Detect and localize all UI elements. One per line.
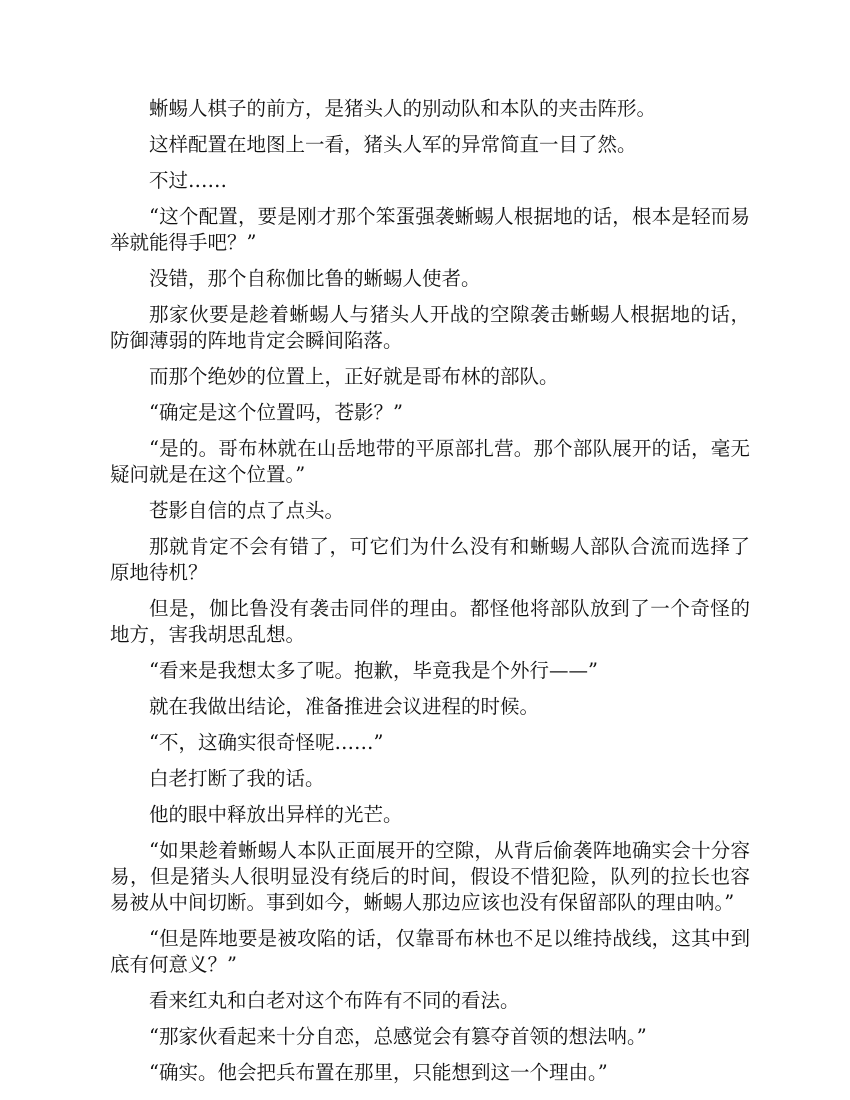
paragraph: “看来是我想太多了呢。抱歉，毕竟我是个外行——” <box>149 659 598 682</box>
document-page <box>110 96 750 1096</box>
paragraph: “确实。他会把兵布置在那里，只能想到这一个理由。” <box>149 1061 608 1084</box>
paragraph: “如果趁着蜥蜴人本队正面展开的空隙，从背后偷袭阵地确实会十分容易，但是猪头人很明显没有绕后的时间，假设不惜犯险，队列的拉长也容易被从中间切断。事到如今，蜥蜴人那边应该也没有保留部队的理由呐。” <box>110 839 750 914</box>
paragraph: 这样配置在地图上一看，猪头人军的异常简直一目了然。 <box>149 133 637 156</box>
paragraph: “这个配置，要是刚才那个笨蛋强袭蜥蜴人根据地的话，根本是轻而易举就能得手吧？” <box>110 205 750 254</box>
paragraph: “确定是这个位置吗，苍影？” <box>149 401 403 424</box>
paragraph: “那家伙看起来十分自恋，总感觉会有篡夺首领的想法呐。” <box>149 1025 647 1048</box>
paragraph: 那家伙要是趁着蜥蜴人与猪头人开战的空隙袭击蜥蜴人根据地的话，防御薄弱的阵地肯定会瞬间陷落。 <box>110 303 750 352</box>
paragraph: “但是阵地要是被攻陷的话，仅靠哥布林也不足以维持战线，这其中到底有何意义？” <box>110 927 750 976</box>
paragraph: 就在我做出结论，准备推进会议进程的时候。 <box>149 695 540 718</box>
paragraph: 不过…… <box>149 169 228 192</box>
paragraph: 没错，那个自称伽比鲁的蜥蜴人使者。 <box>149 267 481 290</box>
paragraph: 苍影自信的点了点头。 <box>149 499 345 522</box>
paragraph: 白老打断了我的话。 <box>149 767 325 790</box>
paragraph: “是的。哥布林就在山岳地带的平原部扎营。那个部队展开的话，毫无疑问就是在这个位置。” <box>110 437 750 486</box>
paragraph: 他的眼中释放出异样的光芒。 <box>149 803 403 826</box>
paragraph: “不，这确实很奇怪呢……” <box>149 731 384 754</box>
paragraph: 那就肯定不会有错了，可它们为什么没有和蜥蜴人部队合流而选择了原地待机？ <box>110 535 750 584</box>
paragraph: 蜥蜴人棋子的前方，是猪头人的别动队和本队的夹击阵形。 <box>149 97 657 120</box>
paragraph: 看来红丸和白老对这个布阵有不同的看法。 <box>149 989 520 1012</box>
paragraph: 但是，伽比鲁没有袭击同伴的理由。都怪他将部队放到了一个奇怪的地方，害我胡思乱想。 <box>110 597 750 646</box>
paragraph: 而那个绝妙的位置上，正好就是哥布林的部队。 <box>149 365 559 388</box>
